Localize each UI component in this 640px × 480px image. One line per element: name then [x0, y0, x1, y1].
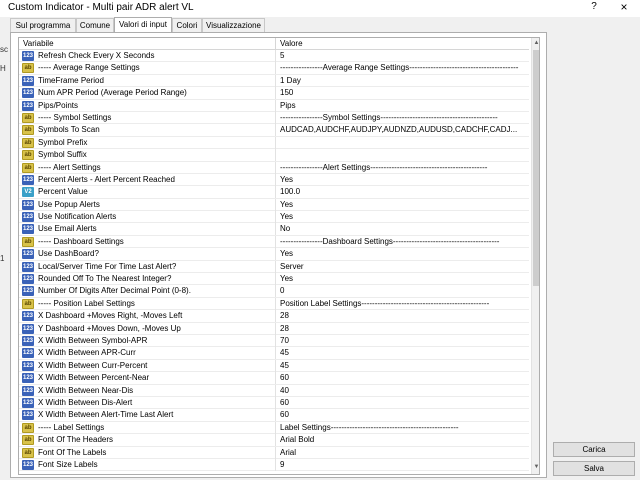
inputs-grid [18, 37, 540, 475]
integer-type-icon: 123 [22, 251, 33, 258]
header-variabile[interactable]: Variabile [23, 39, 54, 48]
variable-value[interactable]: Yes [280, 212, 294, 222]
variable-name: Symbol Suffix [38, 150, 87, 160]
column-divider [275, 149, 276, 161]
tab-sul-programma[interactable]: Sul programma [10, 18, 76, 33]
variable-name: ----- Dashboard Settings [38, 236, 124, 246]
input-row[interactable] [19, 285, 529, 297]
variable-value[interactable]: 28 [280, 323, 289, 333]
integer-type-icon: 123 [22, 337, 33, 344]
variable-name: ----- Average Range Settings [38, 63, 140, 73]
column-divider [275, 335, 276, 347]
column-divider [275, 447, 276, 459]
tab-comune[interactable]: Comune [76, 18, 114, 33]
string-type-icon: ab [22, 299, 34, 309]
variable-name: X Dashboard +Moves Right, -Moves Left [38, 311, 183, 321]
column-divider [275, 223, 276, 235]
variable-value[interactable]: ----------------Dashboard Settings---------------------------------------- [280, 236, 500, 246]
variable-name: Percent Value [38, 187, 88, 197]
column-divider [275, 174, 276, 186]
input-row[interactable] [19, 261, 529, 273]
column-divider [275, 124, 276, 136]
variable-name: Use Notification Alerts [38, 212, 117, 222]
window-title: Custom Indicator - Multi pair ADR alert VL [8, 2, 194, 13]
column-divider [275, 137, 276, 149]
variable-value[interactable]: ----------------Average Range Settings----------------------------------------- [280, 63, 519, 73]
input-row[interactable] [19, 199, 529, 211]
variable-value[interactable]: 40 [280, 385, 289, 395]
side-letter: H [0, 64, 6, 73]
variable-value[interactable]: 70 [280, 335, 289, 345]
column-divider [275, 298, 276, 310]
variable-name: Symbol Prefix [38, 137, 88, 147]
input-row[interactable] [19, 137, 529, 149]
column-divider [275, 372, 276, 384]
variable-name: ----- Position Label Settings [38, 298, 135, 308]
input-row[interactable] [19, 87, 529, 99]
variable-value[interactable]: 150 [280, 88, 294, 98]
input-row[interactable] [19, 335, 529, 347]
variable-name: X Width Between Near-Dis [38, 385, 134, 395]
input-row[interactable] [19, 62, 529, 74]
input-row[interactable] [19, 372, 529, 384]
integer-type-icon: 123 [22, 412, 33, 419]
side-letter: sc [0, 45, 8, 54]
integer-type-icon: 123 [22, 201, 33, 208]
variable-name: X Width Between Symbol-APR [38, 335, 148, 345]
input-row[interactable] [19, 347, 529, 359]
variable-name: Use Popup Alerts [38, 199, 100, 209]
column-divider [275, 310, 276, 322]
column-divider [275, 62, 276, 74]
variable-value[interactable]: AUDCAD,AUDCHF,AUDJPY,AUDNZD,AUDUSD,CADCHF,CADJ... [280, 125, 518, 135]
tab-valori-di-input[interactable]: Valori di input [114, 17, 172, 33]
column-divider [275, 347, 276, 359]
variable-value[interactable]: Position Label Settings------------------------------------------------ [280, 298, 490, 308]
column-divider [275, 236, 276, 248]
column-divider [275, 100, 276, 112]
column-divider [275, 273, 276, 285]
input-row[interactable] [19, 397, 529, 409]
variable-value[interactable]: Yes [280, 274, 294, 284]
variable-name: Percent Alerts - Alert Percent Reached [38, 174, 175, 184]
variable-name: Rounded Off To The Nearest Integer? [38, 274, 172, 284]
string-type-icon: ab [22, 435, 34, 445]
column-divider [275, 162, 276, 174]
input-row[interactable] [19, 100, 529, 112]
variable-name: Font Of The Labels [38, 447, 107, 457]
variable-value[interactable]: ----------------Symbol Settings-------------------------------------------- [280, 112, 498, 122]
string-type-icon: ab [22, 163, 34, 173]
variable-name: Font Size Labels [38, 459, 98, 469]
integer-type-icon: 123 [22, 102, 33, 109]
tab-visualizzazione[interactable]: Visualizzazione [202, 18, 265, 33]
column-divider [275, 112, 276, 124]
variable-value[interactable]: 45 [280, 360, 289, 370]
column-divider [275, 422, 276, 434]
column-divider [275, 50, 276, 62]
column-divider [275, 199, 276, 211]
input-row[interactable] [19, 124, 529, 136]
scroll-thumb[interactable] [533, 50, 540, 286]
variable-value[interactable]: 60 [280, 373, 289, 383]
column-divider [275, 397, 276, 409]
scroll-up-icon[interactable]: ▲ [533, 40, 540, 46]
variable-name: X Width Between Dis-Alert [38, 397, 133, 407]
input-row[interactable] [19, 360, 529, 372]
save-button[interactable]: Salva [553, 461, 635, 476]
integer-type-icon: 123 [22, 90, 33, 97]
variable-value[interactable]: Pips [280, 100, 296, 110]
header-divider[interactable] [275, 38, 276, 50]
variable-name: ----- Alert Settings [38, 162, 101, 172]
input-row[interactable] [19, 385, 529, 397]
input-row[interactable] [19, 112, 529, 124]
input-row[interactable] [19, 149, 529, 161]
variable-value[interactable]: 60 [280, 410, 289, 420]
input-row[interactable] [19, 459, 529, 471]
integer-type-icon: 123 [22, 350, 33, 357]
grid-header [19, 38, 529, 50]
column-divider [275, 211, 276, 223]
string-type-icon: ab [22, 138, 34, 148]
double-type-icon: V2 [22, 187, 34, 197]
variable-name: X Width Between Alert-Time Last Alert [38, 410, 174, 420]
variable-value[interactable]: Yes [280, 199, 294, 209]
variable-value[interactable]: 5 [280, 51, 285, 60]
string-type-icon: ab [22, 448, 34, 458]
variable-value[interactable]: 60 [280, 397, 289, 407]
variable-value[interactable]: ----------------Alert Settings-------------------------------------------- [280, 162, 488, 172]
string-type-icon: ab [22, 63, 34, 73]
grid-rows [19, 50, 529, 471]
string-type-icon: ab [22, 113, 34, 123]
variable-value[interactable]: Label Settings------------------------------------------------ [280, 422, 459, 432]
input-row[interactable] [19, 447, 529, 459]
input-row[interactable] [19, 50, 529, 62]
variable-name: Pips/Points [38, 100, 79, 110]
tab-panel [10, 32, 547, 478]
column-divider [275, 87, 276, 99]
string-type-icon: ab [22, 423, 34, 433]
integer-type-icon: 123 [22, 288, 33, 295]
column-divider [275, 75, 276, 87]
variable-value[interactable]: Arial Bold [280, 435, 315, 445]
variable-name: X Width Between Percent-Near [38, 373, 150, 383]
title-bar [0, 0, 640, 17]
variable-name: Y Dashboard +Moves Down, -Moves Up [38, 323, 181, 333]
integer-type-icon: 123 [22, 375, 33, 382]
variable-name: Use DashBoard? [38, 249, 99, 259]
input-row[interactable] [19, 186, 529, 198]
integer-type-icon: 123 [22, 77, 33, 84]
help-button[interactable]: ? [591, 1, 597, 12]
string-type-icon: ab [22, 150, 34, 160]
variable-name: ----- Symbol Settings [38, 112, 112, 122]
variable-value[interactable]: No [280, 224, 291, 234]
variable-name: Font Of The Headers [38, 435, 113, 445]
column-divider [275, 248, 276, 260]
input-row[interactable] [19, 174, 529, 186]
load-button[interactable]: Carica [553, 442, 635, 457]
variable-name: TimeFrame Period [38, 75, 104, 85]
integer-type-icon: 123 [22, 214, 33, 221]
variable-name: Use Email Alerts [38, 224, 97, 234]
integer-type-icon: 123 [22, 461, 33, 468]
input-row[interactable] [19, 75, 529, 87]
variable-name: Local/Server Time For Time Last Alert? [38, 261, 177, 271]
integer-type-icon: 123 [22, 325, 33, 332]
side-letter: 1 [0, 254, 5, 263]
integer-type-icon: 123 [22, 387, 33, 394]
input-row[interactable] [19, 236, 529, 248]
variable-name: Symbols To Scan [38, 125, 100, 135]
integer-type-icon: 123 [22, 276, 33, 283]
column-divider [275, 434, 276, 446]
input-row[interactable] [19, 434, 529, 446]
variable-value[interactable]: Yes [280, 174, 294, 184]
variable-value[interactable]: Yes [280, 249, 294, 259]
column-divider [275, 261, 276, 273]
integer-type-icon: 123 [22, 226, 33, 233]
integer-type-icon: 123 [22, 362, 33, 369]
input-row[interactable] [19, 310, 529, 322]
input-row[interactable] [19, 298, 529, 310]
string-type-icon: ab [22, 125, 34, 135]
column-divider [275, 360, 276, 372]
variable-value[interactable]: 45 [280, 348, 289, 358]
tab-colori[interactable]: Colori [172, 18, 202, 33]
vertical-scrollbar[interactable] [531, 38, 540, 474]
input-row[interactable] [19, 273, 529, 285]
input-row[interactable] [19, 162, 529, 174]
string-type-icon: ab [22, 237, 34, 247]
integer-type-icon: 123 [22, 176, 33, 183]
column-divider [275, 385, 276, 397]
column-divider [275, 186, 276, 198]
variable-value[interactable]: Arial [280, 447, 297, 457]
variable-value[interactable]: 100.0 [280, 187, 301, 197]
side-clipped-text [0, 40, 10, 480]
variable-value[interactable]: 0 [280, 286, 285, 296]
integer-type-icon: 123 [22, 399, 33, 406]
variable-name: X Width Between Curr-Percent [38, 360, 148, 370]
variable-name: Num APR Period (Average Period Range) [38, 88, 187, 98]
variable-name: X Width Between APR-Curr [38, 348, 136, 358]
variable-value[interactable]: Server [280, 261, 304, 271]
integer-type-icon: 123 [22, 313, 33, 320]
variable-name: ----- Label Settings [38, 422, 105, 432]
column-divider [275, 285, 276, 297]
scroll-down-icon[interactable]: ▼ [533, 464, 540, 470]
variable-name: Refresh Check Every X Seconds [38, 51, 155, 60]
variable-name: Number Of Digits After Decimal Point (0-8). [38, 286, 191, 296]
input-row[interactable] [19, 409, 529, 421]
input-row[interactable] [19, 211, 529, 223]
variable-value[interactable]: 9 [280, 459, 285, 469]
column-divider [275, 323, 276, 335]
close-button[interactable]: × [620, 0, 628, 14]
input-row[interactable] [19, 248, 529, 260]
variable-value[interactable]: 28 [280, 311, 289, 321]
column-divider [275, 459, 276, 471]
integer-type-icon: 123 [22, 263, 33, 270]
header-valore[interactable]: Valore [280, 39, 303, 48]
input-row[interactable] [19, 323, 529, 335]
input-row[interactable] [19, 223, 529, 235]
variable-value[interactable]: 1 Day [280, 75, 301, 85]
column-divider [275, 409, 276, 421]
input-row[interactable] [19, 422, 529, 434]
integer-type-icon: 123 [22, 53, 33, 59]
